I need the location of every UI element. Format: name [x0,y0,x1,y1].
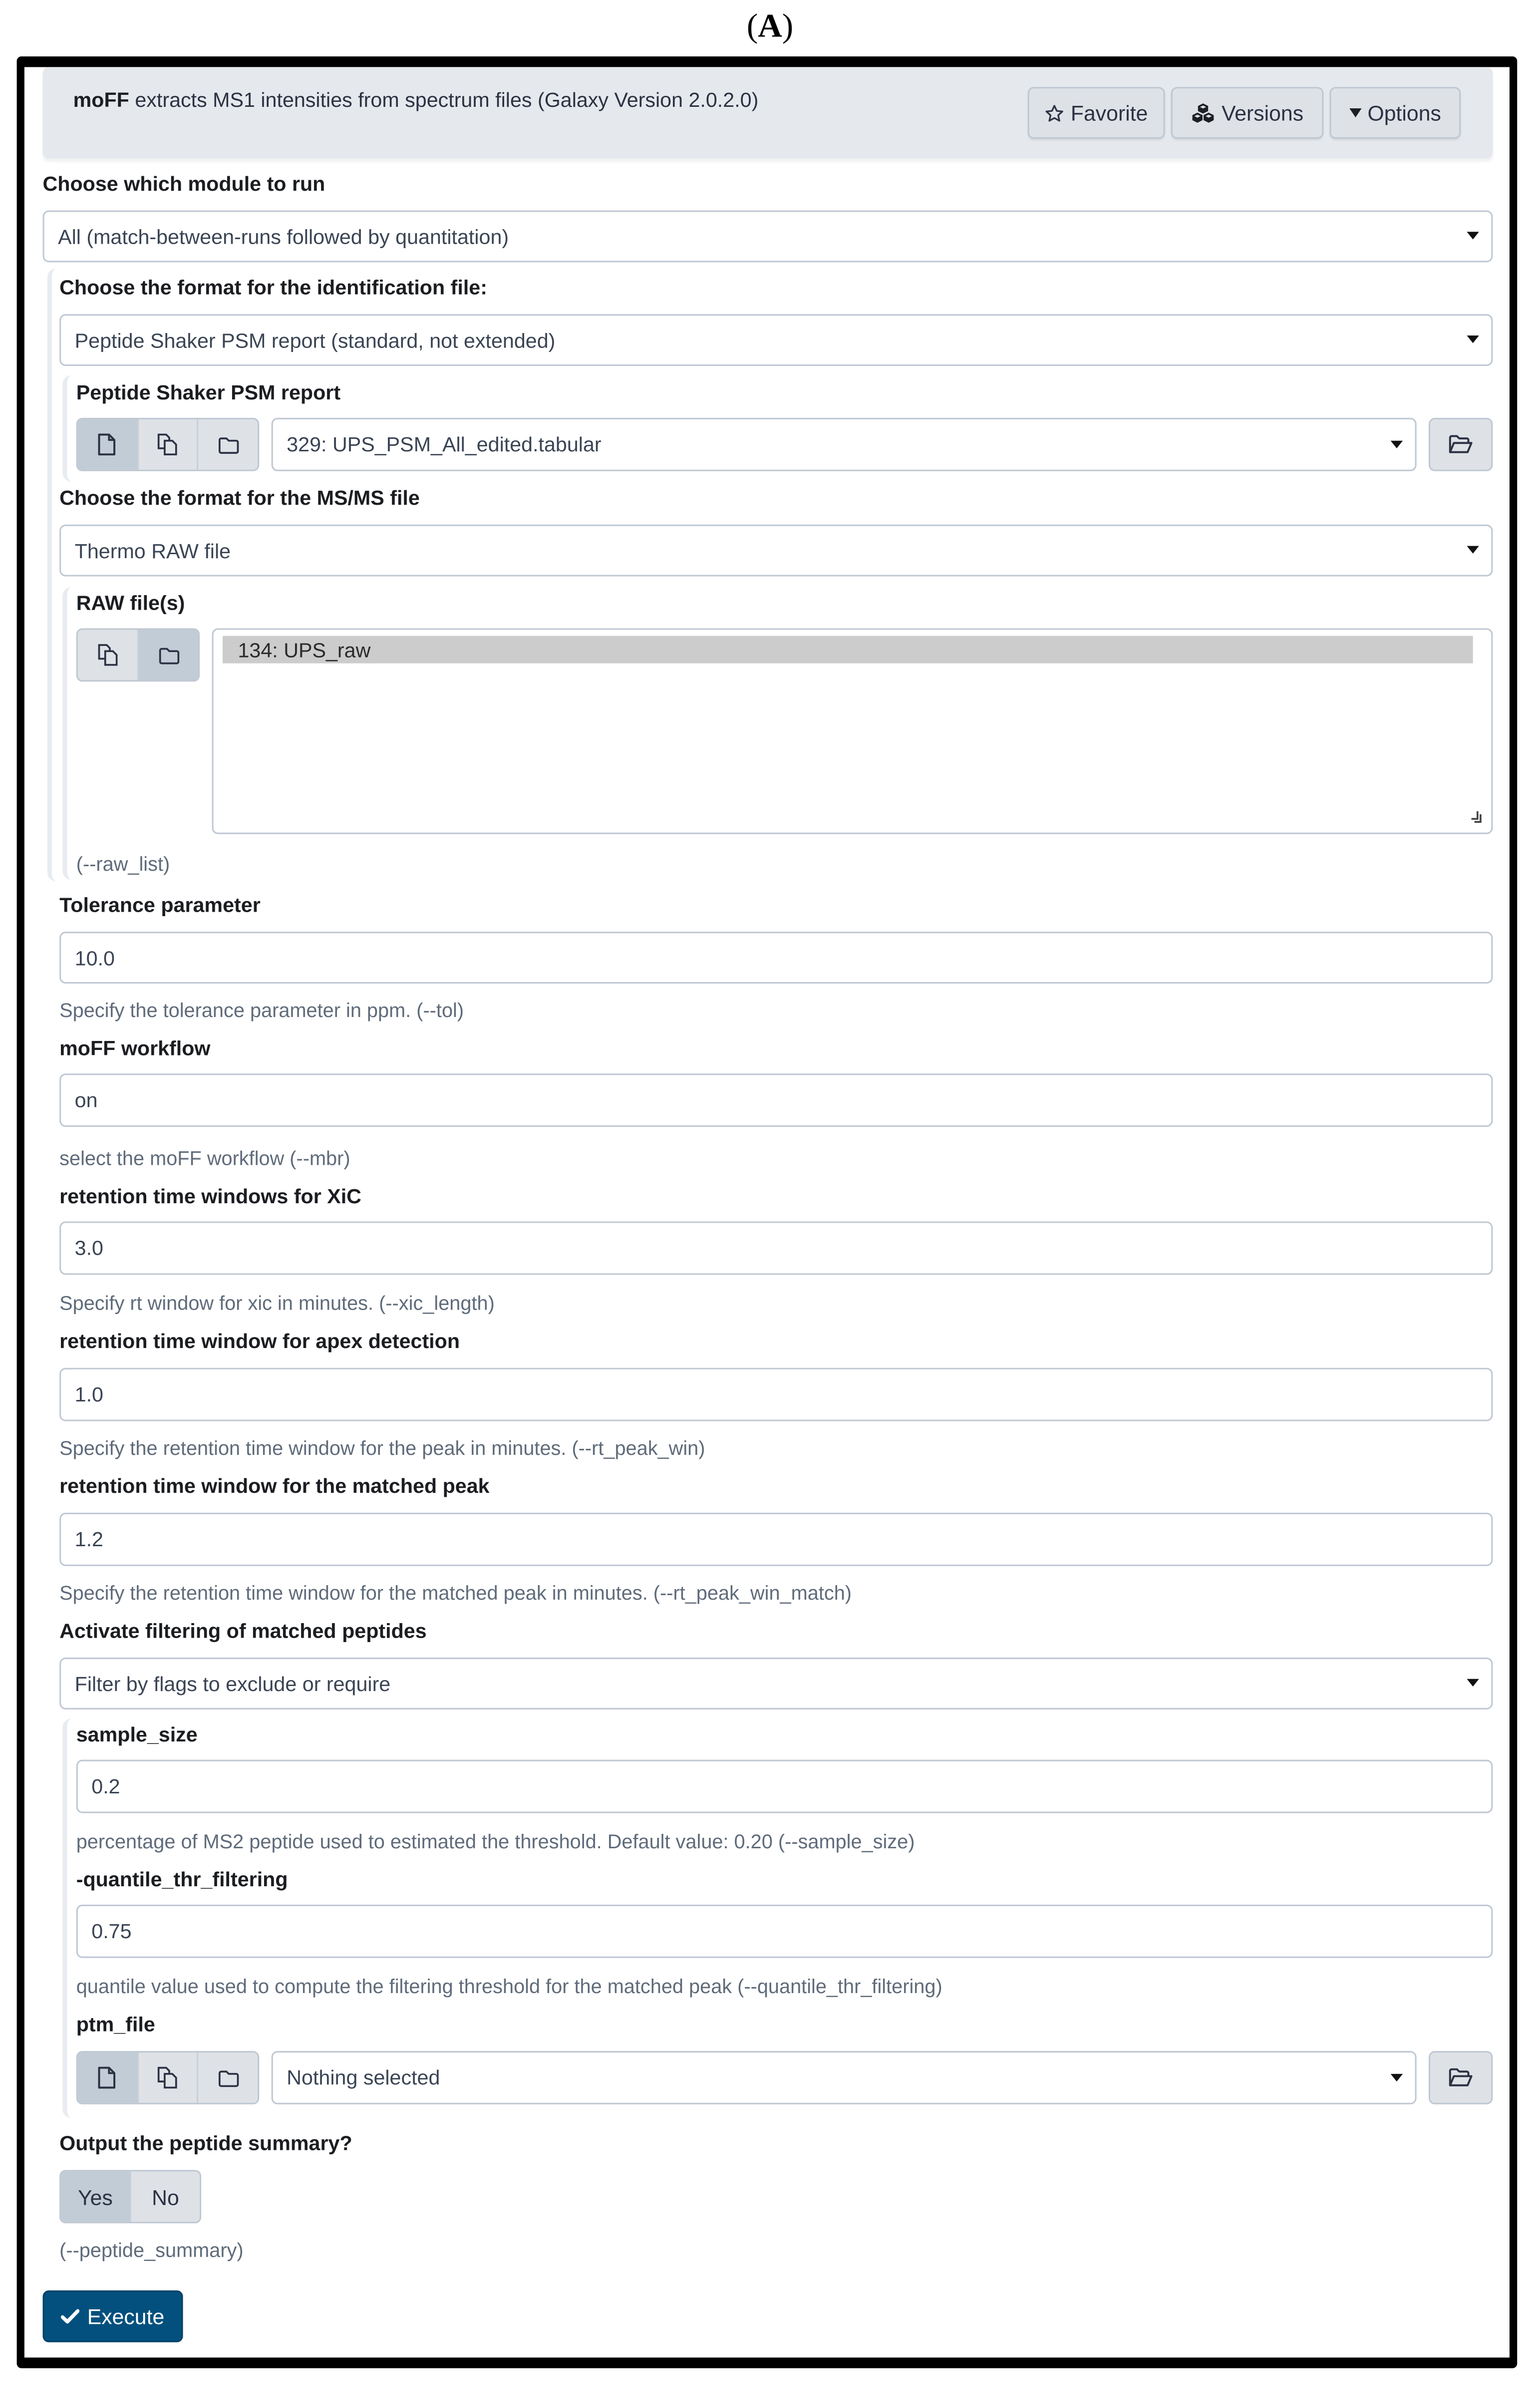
options-label: Options [1367,100,1441,125]
ptm-file-label: ptm_file [76,2013,155,2036]
folder-icon [218,435,239,454]
file-icon [98,2066,116,2089]
xic-window-help: Specify rt window for xic in minutes. (--xic_length) [59,1291,495,1315]
yes-label: Yes [78,2184,113,2209]
multiple-datasets-button[interactable] [138,2052,199,2103]
versions-label: Versions [1222,100,1304,125]
apex-window-label: retention time window for apex detection [59,1330,460,1353]
favorite-label: Favorite [1070,100,1148,125]
tolerance-help: Specify the tolerance parameter in ppm. (--tol) [59,999,464,1022]
favorite-button[interactable] [1028,87,1165,139]
chevron-down-icon [1467,336,1479,343]
star-outline-icon [1045,103,1065,123]
filtering-value: Filter by flags to exclude or require [74,1672,391,1695]
chevron-down-icon [1391,2073,1403,2080]
file-icon [98,433,116,456]
psm-section-border [62,375,74,482]
dataset-collection-button[interactable] [199,2052,258,2103]
single-dataset-button[interactable] [78,2052,138,2103]
yes-option[interactable] [61,2171,131,2222]
psm-report-value: 329: UPS_PSM_All_edited.tabular [287,433,602,456]
xic-window-label: retention time windows for XiC [59,1185,361,1208]
quantile-label: -quantile_thr_filtering [76,1868,288,1891]
module-select[interactable] [43,210,1493,262]
chevron-down-icon [1467,546,1479,553]
browse-psm-button[interactable] [1429,418,1493,471]
peptide-summary-help: (--peptide_summary) [59,2238,244,2262]
workflow-value: on [74,1088,98,1112]
dataset-collection-button[interactable] [139,630,198,680]
raw-files-label: RAW file(s) [76,592,185,615]
figure-label-letter: A [758,6,782,44]
psm-mode-group [76,418,260,471]
raw-mode-group [76,628,200,681]
figure-label-open: ( [746,6,758,44]
id-format-label: Choose the format for the identification file: [59,276,487,299]
no-label: No [152,2184,179,2209]
matched-window-value: 1.2 [74,1528,104,1551]
dataset-collection-button[interactable] [199,419,258,470]
psm-report-label: Peptide Shaker PSM report [76,381,341,404]
id-format-select[interactable] [59,314,1493,366]
sample-size-input[interactable] [76,1760,1493,1813]
apex-window-help: Specify the retention time window for the peak in minutes. (--rt_peak_win) [59,1436,705,1459]
raw-file-option-label: 134: UPS_raw [238,638,371,662]
versions-button[interactable] [1171,87,1323,139]
cubes-icon [1191,101,1216,124]
check-icon [61,2309,80,2324]
sample-size-label: sample_size [76,1723,198,1746]
ptm-file-select[interactable] [272,2051,1417,2104]
files-icon [157,433,179,456]
id-format-value: Peptide Shaker PSM report (standard, not extended) [74,329,556,352]
tolerance-label: Tolerance parameter [59,893,261,917]
folder-icon [158,646,179,664]
quantile-help: quantile value used to compute the filtering threshold for the matched peak (--quantile_thr_filtering) [76,1975,942,1998]
msms-format-label: Choose the format for the MS/MS file [59,486,420,510]
msms-format-select[interactable] [59,525,1493,577]
tolerance-value: 10.0 [74,946,115,970]
files-icon [97,644,118,667]
module-select-value: All (match-between-runs followed by quantitation) [58,225,509,248]
figure-label-close: ) [782,6,794,44]
raw-file-option-selected[interactable] [223,636,1473,664]
execute-label: Execute [87,2304,165,2329]
single-dataset-button[interactable] [78,419,138,470]
multiple-datasets-button[interactable] [138,419,199,470]
raw-files-help: (--raw_list) [76,852,170,876]
ptm-file-value: Nothing selected [287,2066,440,2089]
filtering-select[interactable] [59,1658,1493,1709]
folder-open-icon [1449,2068,1473,2088]
workflow-label: moFF workflow [59,1036,211,1060]
raw-section-border [62,587,74,880]
apex-window-value: 1.0 [74,1383,104,1406]
peptide-summary-label: Output the peptide summary? [59,2131,352,2155]
module-label: Choose which module to run [42,172,325,195]
tool-name: moFF [73,88,129,111]
chevron-down-icon [1467,1679,1479,1687]
sample-size-value: 0.2 [91,1775,120,1798]
folder-open-icon [1449,434,1473,454]
chevron-down-icon [1467,232,1479,239]
workflow-help: select the moFF workflow (--mbr) [59,1146,350,1170]
execute-button[interactable] [43,2291,183,2343]
xic-window-input[interactable] [59,1221,1493,1275]
msms-format-value: Thermo RAW file [74,539,231,562]
filtering-section-border [62,1718,74,2118]
ptm-mode-group [76,2051,260,2104]
options-button[interactable] [1330,87,1461,139]
browse-ptm-button[interactable] [1429,2051,1493,2104]
resize-handle-icon[interactable] [1470,810,1484,823]
quantile-value: 0.75 [91,1920,132,1943]
peptide-summary-toggle [59,2170,201,2223]
workflow-input[interactable] [59,1073,1493,1127]
psm-report-select[interactable] [272,418,1417,471]
chevron-down-icon [1391,440,1403,447]
apex-window-input[interactable] [59,1368,1493,1421]
matched-window-input[interactable] [59,1513,1493,1566]
files-icon [157,2066,179,2089]
tolerance-input[interactable] [59,932,1493,984]
sample-size-help: percentage of MS2 peptide used to estimated the threshold. Default value: 0.20 (--sample_size) [76,1830,915,1853]
tool-description: extracts MS1 intensities from spectrum files (Galaxy Version 2.0.2.0) [129,88,759,111]
matched-window-help: Specify the retention time window for the matched peak in minutes. (--rt_peak_win_match) [59,1581,852,1605]
figure-label [0,6,1540,45]
matched-window-label: retention time window for the matched peak [59,1474,490,1498]
caret-down-icon [1349,108,1361,117]
tool-title [73,88,759,111]
filtering-label: Activate filtering of matched peptides [59,1619,427,1643]
xic-window-value: 3.0 [74,1237,104,1260]
no-option[interactable] [131,2171,200,2222]
multiple-datasets-button[interactable] [78,630,139,680]
folder-icon [218,2068,239,2087]
quantile-input[interactable] [76,1905,1493,1958]
